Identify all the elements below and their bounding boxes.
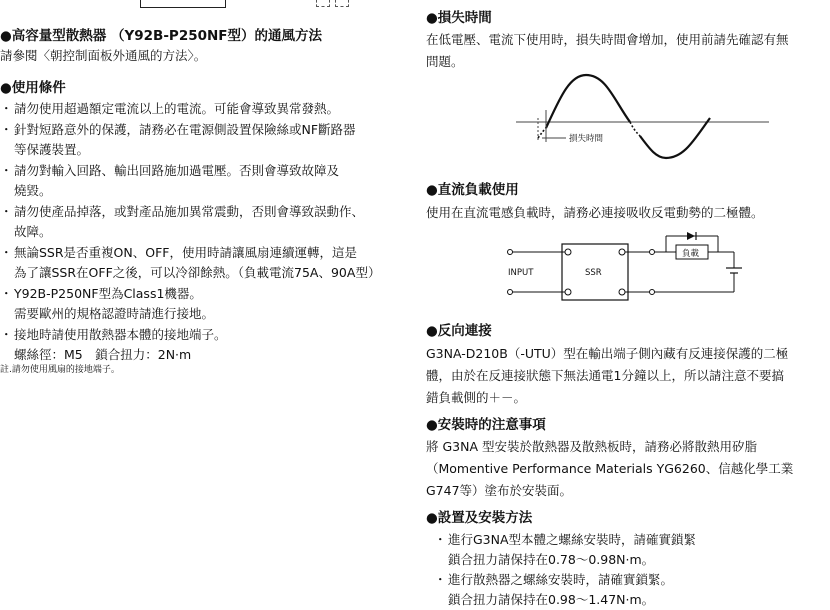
bullet-mark: ・ xyxy=(0,326,13,342)
input-terminal xyxy=(508,250,513,255)
top-figure-remnant xyxy=(140,0,226,8)
bullet-mark: ・ xyxy=(0,203,13,219)
bullet-mark: ・ xyxy=(0,244,13,260)
list-item xyxy=(0,161,339,202)
list-item xyxy=(0,120,356,161)
bullet-mark: ・ xyxy=(0,285,13,301)
section-title-installation-notes: ●安裝時的注意事項 xyxy=(426,417,546,433)
top-figure-remnant-dashed xyxy=(316,0,330,7)
bullet-mark: ・ xyxy=(434,572,447,587)
list-item xyxy=(0,99,339,120)
note-fan-ground: 註.請勿使用風扇的接地端子。 xyxy=(0,365,120,375)
input-label: INPUT xyxy=(508,268,534,278)
section-title-setup-mounting: ●設置及安裝方法 xyxy=(426,510,533,526)
loss-time-label: 損失時間 xyxy=(569,134,604,144)
list-item-line: 進行G3NA型本體之螺絲安裝時，請確實鎖緊 xyxy=(448,532,697,547)
dc-load-circuit-figure xyxy=(506,228,746,308)
load-label: 負載 xyxy=(682,249,700,259)
list-item-line: 螺絲徑：M5 鎖合扭力：2N·m xyxy=(14,347,192,362)
sine-wave-dashed-start xyxy=(538,128,546,138)
list-item-line: 需要歐州的規格認證時請進行接地。 xyxy=(14,306,215,321)
list-item-line: 接地時請使用散熱器本體的接地端子。 xyxy=(14,326,227,342)
ssr-label: SSR xyxy=(585,268,602,278)
section-title-reverse-connection: ●反向連接 xyxy=(426,323,492,339)
list-item-line: 等保護裝置。 xyxy=(14,142,90,157)
section-text-installation-notes xyxy=(426,436,816,502)
list-item-line: 故障。 xyxy=(14,224,52,239)
list-item xyxy=(0,325,227,366)
list-item-line: 鎖合扭力請保持在0.78～0.98N·m。 xyxy=(448,552,655,567)
load-terminal xyxy=(650,290,655,295)
bullet-mark: ・ xyxy=(0,121,13,137)
section-title-usage-conditions: ●使用條件 xyxy=(0,80,66,96)
list-item-line: 燒毀。 xyxy=(14,183,52,198)
text-line: 錯負載側的＋－。 xyxy=(426,390,527,405)
list-item-line: 請勿對輸入回路、輸出回路施加過電壓。否則會導致故障及 xyxy=(14,162,340,178)
diode-symbol xyxy=(687,232,695,240)
section-title-heatsink-ventilation: ●高容量型散熱器 （Y92B-P250NF型）的通風方法 xyxy=(0,28,323,44)
section-text-loss-time xyxy=(426,29,816,73)
terminal xyxy=(565,249,571,255)
sine-wave-dashed xyxy=(630,122,640,136)
section-text-heatsink-ventilation: 請參閱〈朝控制面板外通風的方法〉。 xyxy=(0,48,207,63)
text-line: 在低電壓、電流下使用時，損失時間會增加，使用前請先確認有無 xyxy=(426,32,789,47)
input-terminal xyxy=(508,290,513,295)
list-item-line: 請勿使產品掉落，或對產品施加異常震動，否則會導致誤動作、 xyxy=(14,203,365,219)
text-line: G747等）塗布於安裝面。 xyxy=(426,483,573,498)
top-figure-remnant-dashed xyxy=(335,0,349,7)
list-item xyxy=(0,202,364,243)
terminal xyxy=(619,289,625,295)
load-terminal xyxy=(650,250,655,255)
terminal xyxy=(619,249,625,255)
loss-time-waveform-figure xyxy=(514,70,774,170)
list-item-line: 進行散熱器之螺絲安裝時，請確實鎖緊。 xyxy=(448,572,674,587)
list-item xyxy=(434,570,673,610)
list-item-line: 請勿使用超過額定電流以上的電流。可能會導致異常發熱。 xyxy=(14,101,340,116)
list-item-line: 無論SSR是否重複ON、OFF，使用時請讓風扇連續運轉，這是 xyxy=(14,244,357,260)
list-item xyxy=(434,530,696,570)
text-line: （Momentive Performance Materials YG6260、信越化學工業 xyxy=(426,461,794,476)
bullet-mark: ・ xyxy=(0,101,13,116)
list-item-line: 鎖合扭力請保持在0.98～1.47N·m。 xyxy=(448,592,655,607)
list-item-line: 針對短路意外的保護，請務必在電源側設置保險絲或NF斷路器 xyxy=(14,121,356,137)
bullet-mark: ・ xyxy=(0,162,13,178)
text-line: 將 G3NA 型安裝於散熱器及散熱板時，請務必將散熱用矽脂 xyxy=(426,439,757,454)
text-line: G3NA-D210B（-UTU）型在輸出端子側內藏有反連接保護的二極 xyxy=(426,346,789,361)
section-title-dc-load: ●直流負載使用 xyxy=(426,182,519,198)
terminal xyxy=(565,289,571,295)
sine-wave-positive xyxy=(546,75,630,128)
list-item xyxy=(0,284,214,325)
section-title-loss-time: ●損失時間 xyxy=(426,10,492,26)
section-text-dc-load: 使用在直流電感負載時，請務必連接吸收反電動勢的二極體。 xyxy=(426,205,764,220)
list-item-line: 為了讓SSR在OFF之後，可以冷卻餘熱。（負載電流75A、90A型） xyxy=(14,265,381,280)
list-item xyxy=(0,243,380,284)
list-item-line: Y92B-P250NF型為Class1機器。 xyxy=(14,285,202,301)
section-text-reverse-connection xyxy=(426,343,816,409)
sine-wave-negative xyxy=(640,118,710,158)
bullet-mark: ・ xyxy=(434,532,447,547)
text-line: 體，由於在反連接狀態下無法通電1分鐘以上，所以請注意不要搞 xyxy=(426,368,784,383)
text-line: 問題。 xyxy=(426,54,464,69)
